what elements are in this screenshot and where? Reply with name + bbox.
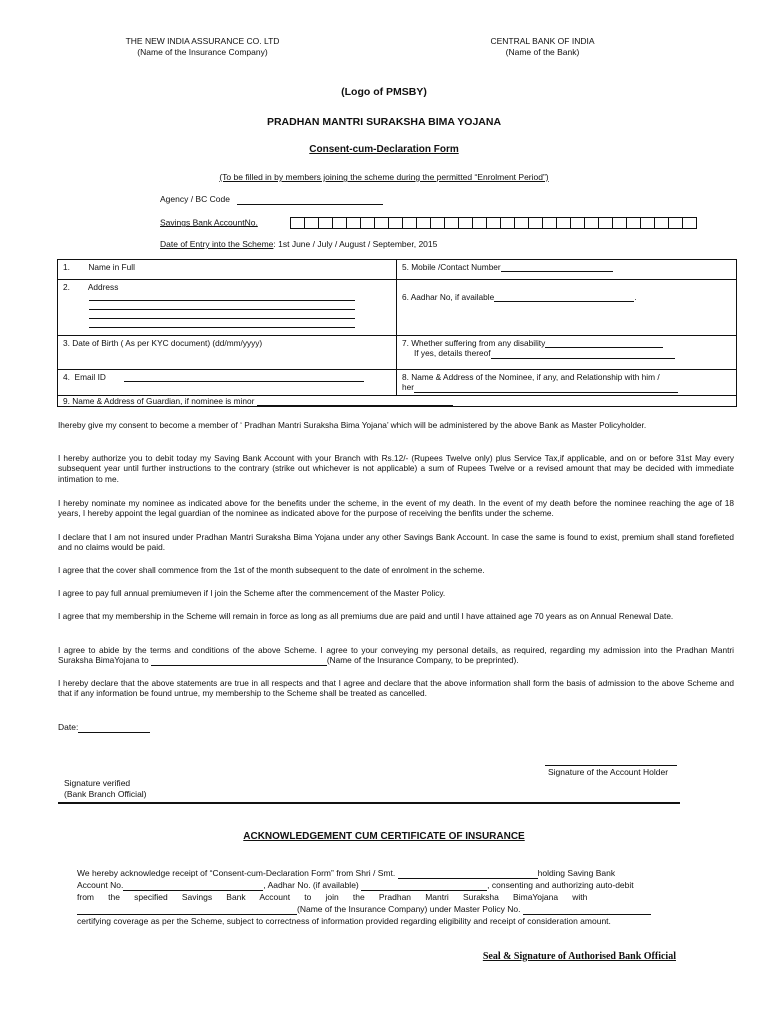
disability-details-label: If yes, details thereof: [414, 348, 491, 359]
account-holder-signature-label: Signature of the Account Holder: [548, 767, 669, 777]
ack-aadhar-label: , Aadhar No. (if available): [263, 880, 359, 890]
agency-field: [160, 194, 383, 205]
consent-paragraph: Ihereby give my consent to become a member of ‘ Pradhan Mantri Suraksha Bima Yojana’ which will be administered by the above Bank as Master Policyholder.: [58, 420, 647, 430]
truth-declaration-paragraph: I hereby declare that the above statements are true in all respects and that I agree and declare that the above information shall form the basis of admission to the above Scheme and that if any information be found untrue, my membership to the Scheme shall be treated as cancelled.: [58, 678, 734, 699]
table-row: 2. Address 6. Aadhar No, if available .: [58, 280, 737, 336]
guardian-label: 9. Name & Address of Guardian, if nominee is minor: [63, 395, 255, 406]
date-entry-label: Date of Entry into the Scheme: [160, 239, 274, 249]
ack-line-1: [77, 868, 677, 879]
table-row: [58, 370, 737, 396]
seal-signature-label: Seal & Signature of Authorised Bank Official: [482, 951, 676, 962]
member-name-line[interactable]: [398, 870, 538, 879]
savings-account-label: Savings Bank AccountNo.: [160, 217, 258, 228]
section-divider: [58, 802, 680, 804]
ack-holding-text: holding Saving Bank: [537, 868, 616, 878]
form-title: Consent-cum-Declaration Form: [309, 144, 459, 155]
ack-line-4: [77, 904, 677, 915]
disability-input-line[interactable]: [545, 339, 663, 348]
cover-commence-paragraph: I agree that the cover shall commence from the 1st of the month subsequent to the date of enrolment in the scheme.: [58, 565, 485, 575]
member-details-table: [57, 259, 737, 407]
ack-title: ACKNOWLEDGEMENT CUM CERTIFICATE OF INSURANCE: [243, 831, 525, 842]
nominee-label: 8. Name & Address of the Nominee, if any, and Relationship with him /: [402, 372, 660, 382]
address-line-3[interactable]: [89, 310, 355, 319]
terms-paragraph: [58, 645, 734, 666]
debit-authorization-paragraph: I hereby authorize you to debit today my Saving Bank Account with your Branch with Rs.12/- (Rupees Twelve only) plus Service Tax,if applicable, and on or before 31st May every subsequent year until further instructions to the contrary (strike out whichever is not applicable) a sum of Rupees Twelve or a revised amount that may be decided with immediate intimation to me.: [58, 453, 734, 484]
aadhar-input-line[interactable]: [494, 293, 634, 302]
terms-text: I agree to abide by the terms and conditions of the above Scheme. I agree to your conveying my personal details, as required, regarding my admission into the Pradhan Mantri Suraksha BimaYojana to: [58, 645, 734, 666]
table-row: [58, 260, 737, 280]
email-label: 4. Email ID: [63, 372, 106, 382]
nomination-paragraph: I hereby nominate my nominee as indicated above for the benefits under the scheme, in the event of my death. In the event of my death before the nominee reaching the age of 18 years, I hereby appoint the legal guardian of the nominee as indicated above for the purpose of receiving the benfits under the scheme.: [58, 498, 734, 519]
insurer-block: [100, 36, 305, 57]
ack-policy-label: (Name of the Insurance Company) under Master Policy No.: [297, 904, 521, 914]
disability-label: 7. Whether suffering from any disability: [402, 338, 546, 348]
insurer-name-line[interactable]: [151, 657, 327, 666]
logo-placeholder: (Logo of PMSBY): [341, 86, 427, 98]
mobile-label: 5. Mobile /Contact Number: [402, 262, 501, 272]
account-holder-signature-line[interactable]: [545, 765, 677, 766]
agency-label: Agency / BC Code: [160, 194, 230, 204]
insurer-name: THE NEW INDIA ASSURANCE CO. LTD: [125, 36, 280, 46]
email-input-line[interactable]: [124, 373, 364, 382]
address-line-2[interactable]: [89, 301, 355, 310]
ack-coverage-text: certifying coverage as per the Scheme, subject to correctness of information provided regarding eligibility and receipt of consideration amount.: [77, 916, 611, 926]
ack-scheme-line: from the specified Savings Bank Account to join the Pradhan Mantri Suraksha BimaYojana with: [77, 892, 588, 902]
bank-name: CENTRAL BANK OF INDIA: [490, 36, 595, 46]
membership-term-paragraph: I agree that my membership in the Scheme will remain in force as long as all premiums due are paid and until I have attained age 70 years as on Annual Renewal Date.: [58, 611, 674, 621]
signature-verified-label: Signature verified: [64, 778, 131, 788]
ack-insurer-line[interactable]: [77, 906, 297, 915]
terms-text-end: (Name of the Insurance Company, to be preprinted).: [326, 655, 519, 666]
mobile-input-line[interactable]: [501, 263, 613, 272]
date-field: [58, 722, 150, 733]
ack-consent-text: , consenting and authorizing auto-debit: [487, 880, 634, 890]
agency-input-line[interactable]: [237, 196, 383, 205]
ack-line-2: [77, 880, 677, 891]
ack-account-line[interactable]: [123, 882, 263, 891]
date-entry-field: [160, 239, 437, 250]
bank-official-label: (Bank Branch Official): [64, 788, 147, 799]
date-entry-value: : 1st June / July / August / September, 2015: [273, 239, 438, 249]
insurer-caption: (Name of the Insurance Company): [137, 46, 268, 57]
ack-aadhar-line[interactable]: [361, 882, 487, 891]
form-instruction: (To be filled in by members joining the scheme during the permitted “Enrolment Period”): [219, 172, 549, 182]
bank-caption: (Name of the Bank): [505, 46, 580, 57]
date-input-line[interactable]: [78, 724, 150, 733]
guardian-input-line[interactable]: [257, 397, 453, 406]
address-label: 2. Address: [63, 282, 119, 292]
address-line-4[interactable]: [89, 319, 355, 328]
ack-account-label: Account No.: [77, 880, 124, 890]
ack-policy-line[interactable]: [523, 906, 651, 915]
dob-label: 3. Date of Birth ( As per KYC document) (dd/mm/yyyy): [63, 338, 263, 348]
savings-account-field: [160, 217, 697, 229]
ack-receipt-text: We hereby acknowledge receipt of “Consent-cum-Declaration Form” from Shri / Smt.: [77, 868, 396, 878]
account-number-boxes[interactable]: [290, 217, 697, 229]
scheme-title: PRADHAN MANTRI SURAKSHA BIMA YOJANA: [266, 116, 502, 128]
name-label: 1. Name in Full: [63, 262, 135, 272]
table-row: [58, 336, 737, 370]
nominee-label-cont: her: [402, 382, 414, 393]
signature-verified-block: [64, 778, 147, 799]
address-line-1[interactable]: [89, 292, 355, 301]
disability-details-line[interactable]: [491, 350, 675, 359]
aadhar-label: 6. Aadhar No, if available: [402, 292, 495, 302]
nominee-input-line[interactable]: [414, 384, 678, 393]
bank-block: [455, 36, 630, 57]
no-other-insurance-paragraph: I declare that I am not insured under Pradhan Mantri Suraksha Bima Yojana under any other Savings Bank Account. In case the same is found to exist, premium shall stand forefieted and no claims would be paid.: [58, 532, 734, 553]
date-label: Date:: [58, 722, 79, 732]
annual-premium-paragraph: I agree to pay full annual premiumeven if I join the Scheme after the commencement of the Master Policy.: [58, 588, 446, 598]
table-row: [58, 395, 737, 406]
